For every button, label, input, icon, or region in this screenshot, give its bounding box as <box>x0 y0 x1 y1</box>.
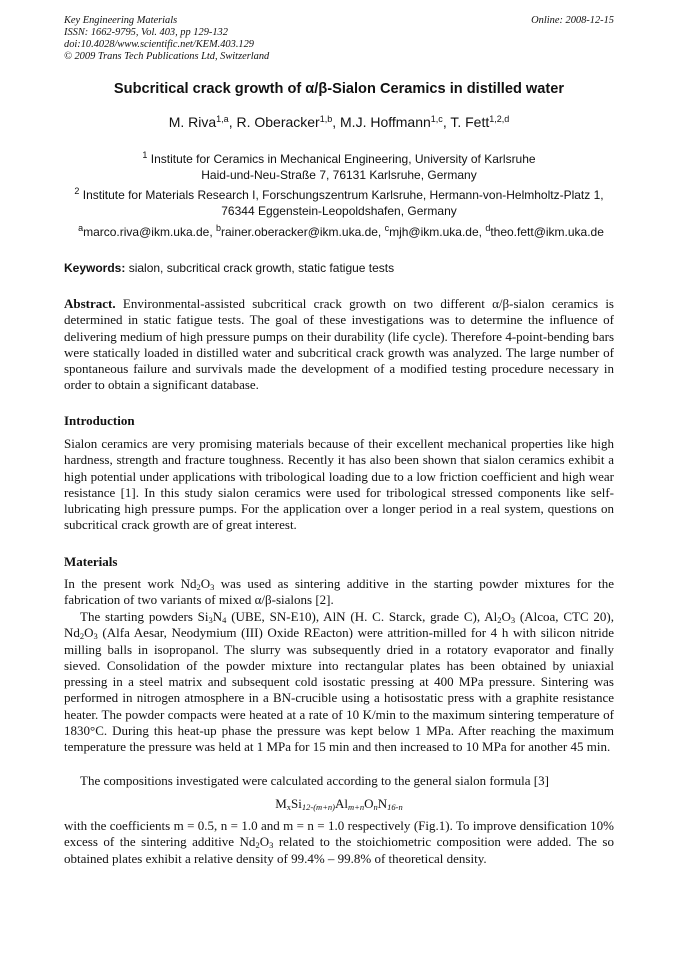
materials-paragraph-3: The compositions investigated were calculated according to the general sialon formula [3] <box>80 773 549 788</box>
paper-title: Subcritical crack growth of α/β-Sialon Ceramics in distilled water <box>113 81 565 97</box>
keywords: Keywords: sialon, subcritical crack growth, static fatigue tests <box>64 261 395 275</box>
author: M.J. Hoffmann$^{1,c}$, <box>340 114 451 130</box>
doi-line: doi:10.4028/www.scientific.net/KEM.403.129 <box>64 39 254 50</box>
journal-header <box>64 15 614 63</box>
introduction-text: Sialon ceramics are very promising materials because of their excellent mechanical properties like high hardness, strength and fracture toughness. Recently it has also been shown that sialon ceramics exhibit a high potential under applications with tribological loading due to a low friction coefficient and high wear resistance [1]. In this study sialon ceramics were used for tribological stressed components like self-lubricating high pressure pumps. For the application over a longer period in a real system, questions on subcritical crack growth are of great interest. <box>64 436 614 533</box>
materials-paragraph-1: In the present work $Nd_2O_3$ was used as sintering additive in the starting powder mixtures for the fabrication of two variants of mixed α/β-sialons [2]. <box>64 576 614 608</box>
online-date: Online: 2008-12-15 <box>531 15 614 26</box>
email-entry[interactable]: $^b$rainer.oberacker@ikm.uka.de <box>215 223 378 239</box>
author: M. Riva$^{1,a}$, <box>168 114 237 130</box>
sialon-formula: $M_xSi_{12-(m+n)}Al_{m+n}O_nN_{16-n}$ <box>275 796 403 812</box>
email-list: $^a$marco.riva@ikm.uka.de, $^b$rainer.oberacker@ikm.uka.de, $^c$mjh@ikm.uka.de, $^d$theo.fett@ikm.uka.de <box>78 223 604 239</box>
materials-paragraph-4: with the coefficients m = 0.5, n = 1.0 and m = n = 1.0 respectively (Fig.1). To improve densification 10% excess of the sintering additive $Nd_2O_3$ related to the stoichiometric composition were added. The so obtained plates exhibit a relative density of 99.4% – 99.8% of theoretical density. <box>64 818 614 866</box>
copyright-line: © 2009 Trans Tech Publications Ltd, Switzerland <box>64 51 270 62</box>
author: T. Fett$^{1,2,d}$ <box>450 114 510 130</box>
abstract: Abstract. Environmental-assisted subcritical crack growth on two different α/β-sialon ceramics is determined in static fatigue tests. The goal of these investigations was to determine the influence of delivering medium of high pressure pumps on their durability (life cycle). Therefore 4-point-bending bars were statically loaded in distilled water and subcritical crack growth was analyzed. The large number of spontaneous failure and survivals made the development of a modified testing procedure necessary in order to obtain a significant database. <box>64 296 614 393</box>
issn-line: ISSN: 1662-9795, Vol. 403, pp 129-132 <box>64 27 228 38</box>
introduction-heading: Introduction <box>64 413 135 428</box>
email-entry[interactable]: $^a$marco.riva@ikm.uka.de <box>78 223 210 239</box>
materials-heading: Materials <box>64 554 118 569</box>
author-list <box>0 114 678 130</box>
author: R. Oberacker$^{1,b}$, <box>236 114 341 130</box>
email-entry[interactable]: $^d$theo.fett@ikm.uka.de <box>485 223 604 239</box>
email-entry[interactable]: $^c$mjh@ikm.uka.de <box>384 223 479 239</box>
journal-name: Key Engineering Materials <box>64 15 178 26</box>
affiliation-1: $^1$ Institute for Ceramics in Mechanical Engineering, University of Karlsruhe Haid-und-Neu-Straße 7, 76131 Karlsruhe, Germany <box>142 150 536 182</box>
affiliation-2: $^2$ Institute for Materials Research I, Forschungszentrum Karlsruhe, Hermann-von-Helmholtz-Platz 1, 76344 Eggenstein-Leopoldshafen, Germany <box>74 186 604 218</box>
materials-paragraph-2: The starting powders $Si_3N_4$ (UBE, SN-E10), AlN (H. C. Starck, grade C), $Al_2O_3$ (Alcoa, CTC 20), $Nd_2O_3$ (Alfa Aesar, Neodymium (III) Oxide REacton) were attrition-milled for 4 h with silicon nitride milling balls in isopropanol. The slurry was subsequently dried in a rotatory evaporator and finally sieved. Consolidation of the powder mixture into rectangular plates has been obtained by uniaxial pressing in a steel matrix and subsequent cold isostatic pressing at 400 MPa pressure. Sintering was performed in nitrogen atmosphere in a BN-crucible using a hotisostatic press with a graphite resistance heater. The powder compacts were heated at a rate of 10 K/min to the maximum sintering temperature of 1830°C. During this heat-up phase the pressure was kept below 1 MPa. After reaching the maximum temperature the pressure was held at 1 MPa for 15 min and then increased to 10 MPa for another 45 min. <box>64 609 615 755</box>
